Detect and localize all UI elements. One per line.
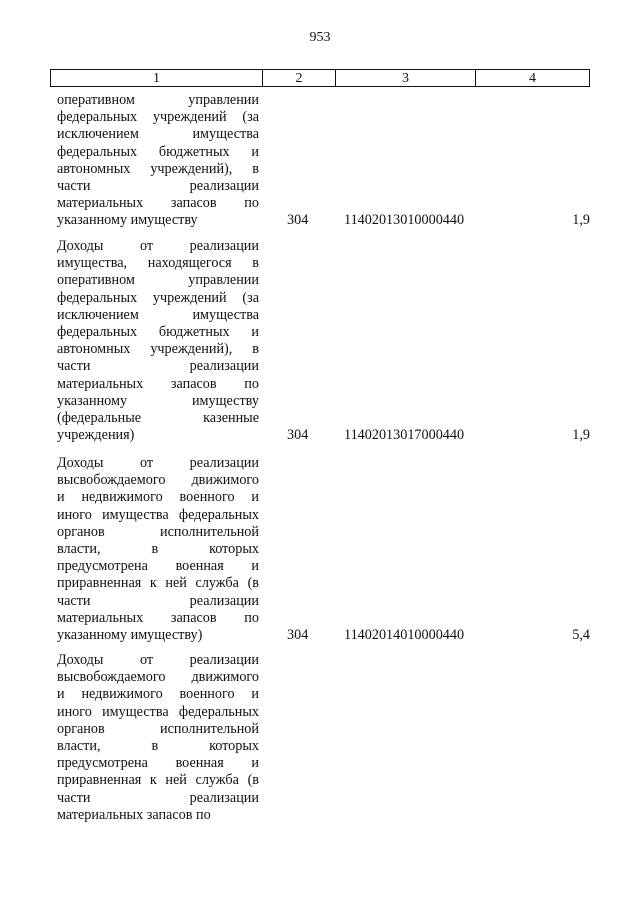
description-line: высвобождаемого движимого bbox=[57, 472, 259, 489]
revenue-description bbox=[57, 238, 259, 444]
description-line: федеральных учреждений (за bbox=[57, 109, 259, 126]
description-line: иного имущества федеральных bbox=[57, 703, 259, 720]
description-line: органов исполнительной bbox=[57, 720, 259, 737]
description-line: указанному имуществу bbox=[57, 392, 259, 409]
description-line: указанному имуществу) bbox=[57, 627, 203, 644]
amount-value: 5,4 bbox=[572, 627, 590, 643]
description-line: автономных учреждений), в bbox=[57, 341, 259, 358]
description-line: указанному имуществу bbox=[57, 212, 198, 229]
description-line: иного имущества федеральных bbox=[57, 506, 259, 523]
description-line: материальных запасов по bbox=[57, 609, 259, 626]
description-line: (федеральные казенные bbox=[57, 410, 259, 427]
description-line: приравненная к ней служба (в bbox=[57, 575, 259, 592]
description-line: федеральных бюджетных и bbox=[57, 324, 259, 341]
description-line: материальных запасов по bbox=[57, 195, 259, 212]
description-line: учреждения) bbox=[57, 427, 135, 444]
table-header-row bbox=[50, 69, 590, 87]
admin-code: 304 bbox=[287, 212, 309, 229]
description-line: высвобождаемого движимого bbox=[57, 669, 259, 686]
description-line: Доходы от реализации bbox=[57, 455, 259, 471]
description-line: предусмотрена военная и bbox=[57, 558, 259, 575]
description-line: материальных запасов по bbox=[57, 806, 211, 823]
description-line: материальных запасов по bbox=[57, 375, 259, 392]
admin-code: 304 bbox=[287, 627, 309, 643]
description-line: власти, в которых bbox=[57, 738, 259, 755]
page-number: 953 bbox=[309, 30, 331, 45]
description-line: Доходы от реализации bbox=[57, 652, 259, 668]
kbk-code: 11402014010000440 bbox=[344, 627, 465, 643]
description-line: и недвижимого военного и bbox=[57, 686, 259, 703]
column-header-2: 2 bbox=[263, 70, 336, 86]
description-line: части реализации bbox=[57, 789, 259, 806]
description-line: исключением имущества bbox=[57, 306, 259, 323]
column-header-3: 3 bbox=[336, 70, 476, 86]
column-header-1: 1 bbox=[51, 70, 263, 86]
description-line: части реализации bbox=[57, 592, 259, 609]
admin-code: 304 bbox=[287, 427, 309, 444]
description-line: оперативном управлении bbox=[57, 92, 259, 108]
column-header-4: 4 bbox=[529, 71, 536, 86]
description-line: федеральных учреждений (за bbox=[57, 289, 259, 306]
revenue-description bbox=[57, 455, 259, 644]
description-line: федеральных бюджетных и bbox=[57, 143, 259, 160]
revenue-description bbox=[57, 652, 259, 824]
description-line: органов исполнительной bbox=[57, 523, 259, 540]
description-line: Доходы от реализации bbox=[57, 238, 259, 254]
kbk-code: 11402013017000440 bbox=[344, 427, 465, 444]
description-line: автономных учреждений), в bbox=[57, 160, 259, 177]
description-line: имущества, находящегося в bbox=[57, 255, 259, 272]
description-line: части реализации bbox=[57, 358, 259, 375]
description-line: приравненная к ней служба (в bbox=[57, 772, 259, 789]
description-line: оперативном управлении bbox=[57, 272, 259, 289]
description-line: предусмотрена военная и bbox=[57, 755, 259, 772]
description-line: и недвижимого военного и bbox=[57, 489, 259, 506]
amount-value: 1,9 bbox=[572, 427, 590, 444]
kbk-code: 11402013010000440 bbox=[344, 212, 465, 229]
description-line: исключением имущества bbox=[57, 126, 259, 143]
revenue-description bbox=[57, 92, 259, 230]
description-line: части реализации bbox=[57, 178, 259, 195]
description-line: власти, в которых bbox=[57, 541, 259, 558]
amount-value: 1,9 bbox=[572, 212, 590, 229]
